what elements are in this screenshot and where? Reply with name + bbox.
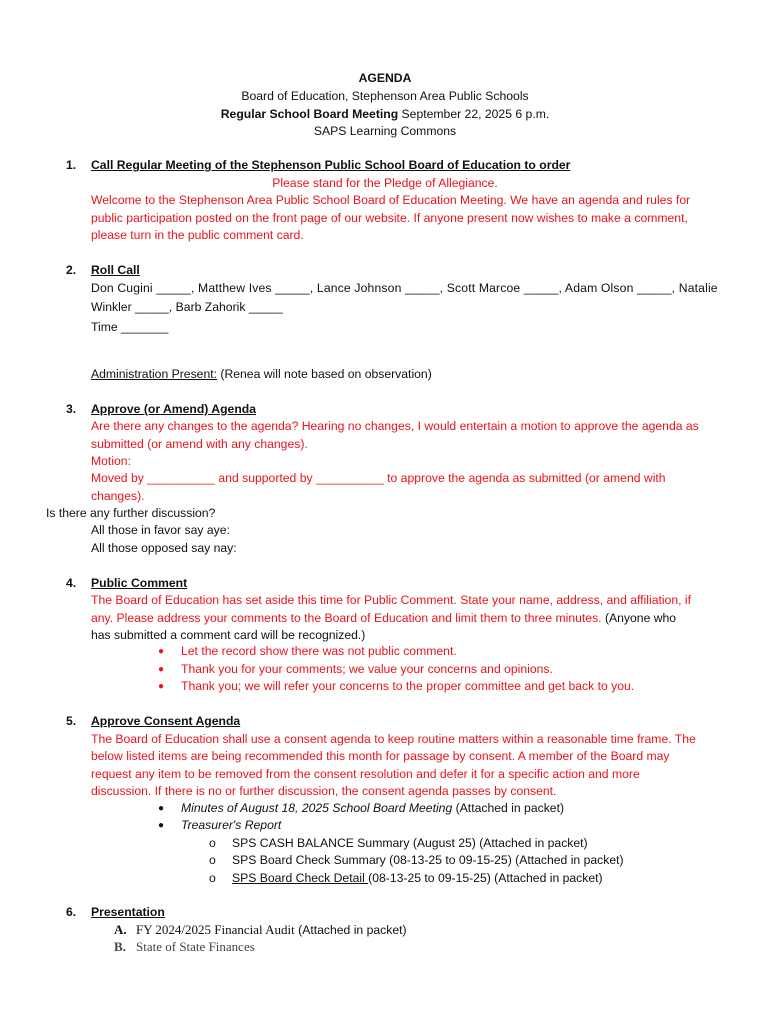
meeting-location: SAPS Learning Commons <box>313 124 457 138</box>
meeting-type: Regular School Board Meeting <box>220 107 399 121</box>
welcome-line-1: Welcome to the Stephenson Area Public School Board of Education Meeting. We have an agenda and rules for <box>91 193 691 207</box>
treasurer-sub-2: SPS Board Check Summary (08-13-25 to 09-15-25) (Attached in packet) <box>232 853 624 867</box>
bullet-icon: ● <box>158 646 165 657</box>
public-comment-red-part: any. Please address your comments to the Board of Education and limit them to three minutes. <box>91 611 602 625</box>
welcome-line-3: please turn in the public comment card. <box>91 228 304 242</box>
roll-call-line-1: Don Cugini _____, Matthew Ives _____, Lance Johnson _____, Scott Marcoe _____, Adam Olson _____, Natalie <box>91 281 718 295</box>
bullet-icon: ● <box>158 664 165 675</box>
roll-call-time: Time _______ <box>91 320 169 334</box>
roll-call-line-2: Winkler _____, Barb Zahorik _____ <box>91 300 283 314</box>
bullet-icon: ● <box>158 820 165 831</box>
administration-note: (Renea will note based on observation) <box>217 367 432 381</box>
public-comment-bullet-1: Let the record show there was not public comment. <box>181 644 457 658</box>
treasurer-sub-3 <box>232 871 603 885</box>
section-2-number: 2. <box>66 263 77 277</box>
consent-line-2: below listed items are being recommended this month for passage by consent. A member of the Board may <box>91 749 670 763</box>
treasurer-sub-1: SPS CASH BALANCE Summary (August 25) (Attached in packet) <box>232 836 588 850</box>
bullet-icon: ● <box>158 681 165 692</box>
section-5-heading: Approve Consent Agenda <box>91 714 241 728</box>
public-comment-bullet-2: Thank you for your comments; we value your concerns and opinions. <box>181 662 553 676</box>
presentation-b-text: State of State Finances <box>136 939 255 954</box>
agenda-motion: Motion: <box>91 454 131 468</box>
minutes-note: (Attached in packet) <box>452 801 565 815</box>
section-2-heading: Roll Call <box>91 263 140 277</box>
agenda-red-line-4: Moved by __________ and supported by __________ to approve the agenda as submitted (or amend with <box>91 471 666 485</box>
sub-bullet-icon: o <box>209 853 216 867</box>
public-comment-line-3: has submitted a comment card will be recognized.) <box>91 628 366 642</box>
meeting-line <box>0 107 770 121</box>
section-5-number: 5. <box>66 714 77 728</box>
meeting-date: September 22, 2025 6 p.m. <box>398 107 550 121</box>
agenda-red-line-1: Are there any changes to the agenda? Hearing no changes, I would entertain a motion to approve the agenda as <box>91 419 699 433</box>
further-discussion: Is there any further discussion? <box>46 506 216 520</box>
consent-line-4: discussion. If there is no or further discussion, the consent agenda passes by consent. <box>91 784 557 798</box>
presentation-a-text: FY 2024/2025 Financial Audit <box>136 922 295 937</box>
consent-line-3: request any item to be removed from the consent resolution and defer it for a specific action and more <box>91 767 640 781</box>
section-4-heading: Public Comment <box>91 576 188 590</box>
consent-item-minutes <box>181 801 564 815</box>
consent-item-treasurer: Treasurer's Report <box>181 818 282 832</box>
section-6-number: 6. <box>66 905 77 919</box>
section-1-heading: Call Regular Meeting of the Stephenson Public School Board of Education to order <box>91 158 571 172</box>
presentation-a <box>136 922 407 938</box>
bullet-icon: ● <box>158 803 165 814</box>
check-detail-link: SPS Board Check Detail <box>232 871 369 885</box>
public-comment-line-2 <box>91 611 676 625</box>
minutes-title: Minutes of August 18, 2025 School Board Meeting <box>181 801 453 815</box>
presentation-a-label: A. <box>114 922 127 937</box>
pledge-text: Please stand for the Pledge of Allegiance. <box>272 176 498 190</box>
agenda-red-line-5: changes). <box>91 489 145 503</box>
check-detail-rest: (08-13-25 to 09-15-25) (Attached in packet) <box>368 871 603 885</box>
section-6-heading: Presentation <box>91 905 165 919</box>
section-4-number: 4. <box>66 576 77 590</box>
agenda-title: AGENDA <box>358 71 412 85</box>
presentation-a-note: (Attached in packet) <box>294 923 407 937</box>
public-comment-bullet-3: Thank you; we will refer your concerns to the proper committee and get back to you. <box>181 679 635 693</box>
section-1-number: 1. <box>66 158 77 172</box>
agenda-red-line-2: submitted (or amend with any changes). <box>91 437 308 451</box>
opposed-line: All those opposed say nay: <box>91 541 237 555</box>
org-name: Board of Education, Stephenson Area Public Schools <box>241 89 529 103</box>
administration-line <box>91 367 432 381</box>
section-3-heading: Approve (or Amend) Agenda <box>91 402 256 416</box>
sub-bullet-icon: o <box>209 871 216 885</box>
section-3-number: 3. <box>66 402 77 416</box>
presentation-b-label: B. <box>114 939 126 954</box>
welcome-line-2: public participation posted on the front page of our website. If anyone present now wishes to make a comment, <box>91 211 688 225</box>
administration-label: Administration Present: <box>91 367 217 381</box>
public-comment-black-part: (Anyone who <box>601 611 677 625</box>
consent-line-1: The Board of Education shall use a consent agenda to keep routine matters within a reasonable time frame. The <box>91 732 696 746</box>
sub-bullet-icon: o <box>209 836 216 850</box>
public-comment-line-1: The Board of Education has set aside this time for Public Comment. State your name, address, and affiliation, if <box>91 593 691 607</box>
favor-line: All those in favor say aye: <box>91 523 230 537</box>
